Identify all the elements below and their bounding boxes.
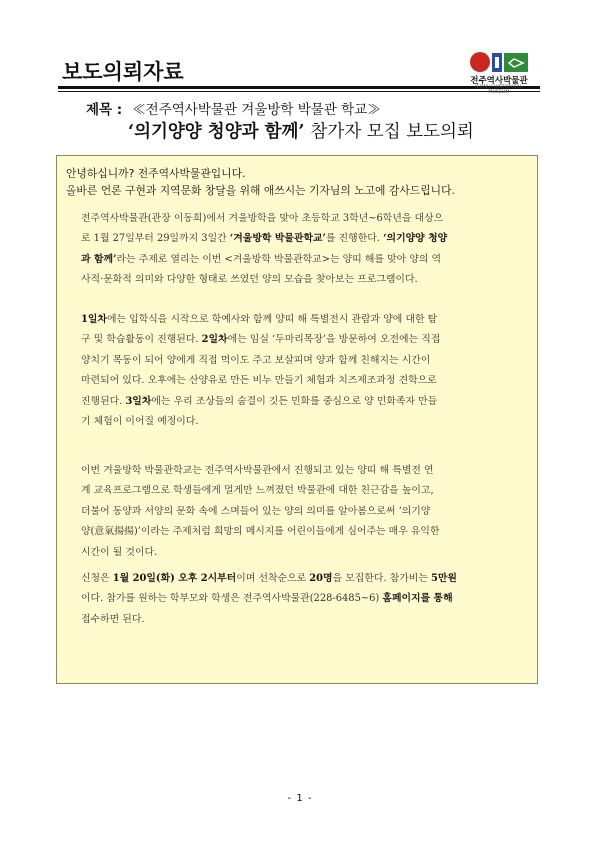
subject-label: 제목 : (86, 102, 123, 118)
p2-line-2-pre: 구 및 학습활동이 진행된다. (81, 334, 202, 346)
logo-en-line2: MUSEUM (488, 90, 510, 95)
paragraph-significance (81, 461, 515, 563)
p2-day2: 2일차 (201, 334, 228, 346)
p4-line-1 (81, 569, 515, 589)
subject-text: ≪전주역사박물관 겨울방학 박물관 학교≫ (132, 102, 381, 118)
p2-line-3-text: 양치기 목동이 되어 양에게 직접 먹이도 주고 보살피며 양과 함께 친해지는 시간이 (81, 354, 431, 366)
p4-application-date: 1월 20일(화) 오후 2시부터 (112, 573, 237, 584)
p3-line-1 (81, 461, 515, 481)
document-type-title: 보도의뢰자료 (62, 60, 184, 84)
p3-line-2-text: 계 교육프로그램으로 학생들에게 멀게만 느껴졌던 박물관에 대한 친근감을 높이고, (81, 485, 434, 497)
p3-line-2 (81, 481, 515, 501)
greeting (66, 165, 455, 199)
p2-line-4 (81, 371, 515, 391)
museum-logo-icon (468, 50, 530, 74)
p1-line-2-text: 로 1월 27일부터 29일까지 3일간 (81, 233, 230, 245)
p3-line-5-text: 시간이 될 것이다. (81, 546, 158, 558)
headline (128, 118, 474, 143)
p1-line-4-text: 사적·문화적 의미와 다양한 형태로 쓰였던 양의 모습을 찾아보는 프로그램이다. (81, 274, 418, 286)
p1-line-3 (81, 250, 515, 270)
greeting-line-1: 안녕하십니까? 전주역사박물관입니다. (66, 167, 246, 180)
p4-capacity: 20명 (309, 573, 333, 584)
p2-day1: 1일차 (81, 314, 107, 325)
p2-line-2-text: 에는 임실 ‘두마리목장’을 방문하여 오전에는 직접 (227, 334, 441, 346)
p2-day3: 3일차 (125, 395, 152, 407)
p2-line-1-text: 에는 입학식을 시작으로 학예사와 함께 양띠 해 특별전시 관람과 양에 대한 탐 (106, 314, 438, 325)
paragraph-program-overview (81, 209, 515, 291)
p4-line-3-text: 접수하면 된다. (81, 613, 145, 625)
p4-line-1-mid: 이며 선착순으로 (236, 573, 310, 584)
p2-line-2 (81, 330, 515, 350)
p2-line-3 (81, 351, 515, 371)
p4-line-1-mid2: 을 모집한다. 참가비는 (332, 573, 432, 584)
p4-line-1-pre: 신청은 (81, 573, 113, 584)
p4-fee: 5만원 (431, 573, 457, 584)
page-number: - 1 - (287, 793, 313, 804)
p1-line-1-text: 전주역사박물관(관장 이동희)에서 겨울방학을 맞아 초등학교 3학년~6학년을 대상으 (81, 213, 444, 224)
p1-line-2 (81, 229, 515, 249)
p3-line-3-text: 더불어 동양과 서양의 문화 속에 스며들어 있는 양의 의미를 알아봄으로써 ‘의기양 (81, 505, 431, 517)
p1-line-2-post: 를 진행한다. (325, 233, 384, 245)
museum-logo-english (466, 85, 532, 95)
p2-line-4-text: 마련되어 있다. 오후에는 산양유로 만든 비누 만들기 체험과 치즈제조과정 견학으로 (81, 375, 437, 387)
paragraph-schedule (81, 310, 515, 432)
p4-homepage: 홈페이지를 통해 (382, 593, 453, 605)
p3-line-3 (81, 502, 515, 522)
p2-line-6 (81, 412, 515, 432)
p2-line-5-pre: 진행된다. (81, 395, 126, 407)
greeting-line-2: 올바른 언론 구현과 지역문화 창달을 위해 애쓰시는 기자님의 노고에 감사드립니다. (66, 184, 455, 197)
p1-program-name: ‘겨울방학 박물관학교’ (229, 233, 326, 245)
p4-line-3 (81, 610, 515, 630)
p1-theme-end: 과 함께’ (81, 253, 117, 265)
logo-en-line1: JEONJU HISTORICAL (475, 85, 523, 90)
paragraph-registration (81, 569, 515, 630)
headline-rest: 참가자 모집 보도의뢰 (310, 122, 474, 142)
p1-line-1 (81, 209, 515, 229)
p1-line-4 (81, 270, 515, 290)
museum-logo-name: 전주역사박물관 (470, 76, 528, 86)
p1-theme-start: ‘의기양양 청양 (383, 233, 448, 245)
p3-line-4 (81, 522, 515, 542)
p1-line-3-text: 라는 주제로 열리는 이번 <겨울방학 박물관학교>는 양띠 해를 맞아 양의 역 (116, 253, 442, 265)
subject-line (86, 98, 381, 118)
p4-line-2 (81, 589, 515, 609)
p2-line-6-text: 기 체험이 이어질 예정이다. (81, 416, 199, 428)
headline-quote: ‘의기양양 청양과 함께’ (128, 122, 305, 142)
p2-line-5 (81, 392, 515, 412)
p4-line-2-text: 이다. 참가를 원하는 학부모와 학생은 전주역사박물관(228-6485~6) (81, 593, 383, 605)
p3-line-1-text: 이번 겨울방학 박물관학교는 전주역사박물관에서 진행되고 있는 양띠 해 특별전 연 (81, 465, 434, 476)
p3-line-4-text: 양(意氣揚揚)’이라는 주제처럼 희망의 메시지를 어린이들에게 심어주는 매우 유익한 (81, 526, 440, 538)
p2-line-1 (81, 310, 515, 330)
p2-line-5-text: 에는 우리 조상들의 숨결이 깃든 민화를 중심으로 양 민화족자 만들 (151, 395, 438, 407)
p3-line-5 (81, 543, 515, 563)
museum-logo (466, 50, 532, 98)
press-release-box (56, 155, 538, 684)
